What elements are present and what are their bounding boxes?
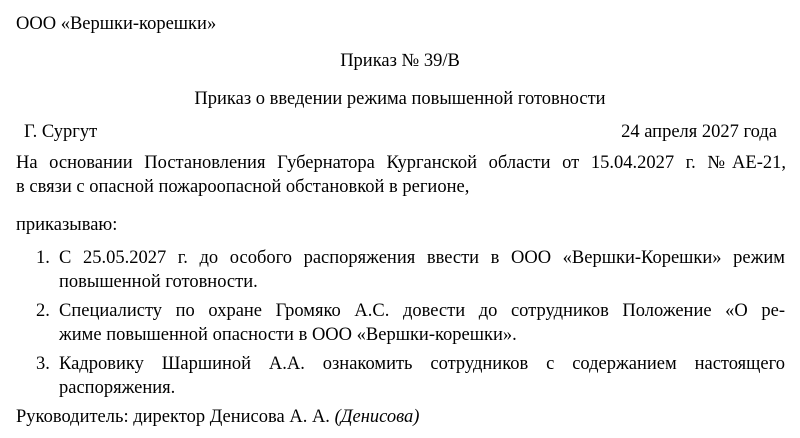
item-number: 1. bbox=[36, 248, 50, 268]
item-text-line-1: С 25.05.2027 г. до особого распоряжения ввести в ООО «Вершки-Корешки» режим bbox=[59, 248, 785, 268]
list-item bbox=[0, 352, 785, 400]
order-word: приказываю: bbox=[16, 215, 118, 235]
item-number: 3. bbox=[36, 354, 50, 374]
signature-label: Руководитель: директор Денисова А. А. bbox=[16, 407, 330, 427]
item-text-line-2: жиме повышенной опасности в ООО «Вершки-корешки». bbox=[59, 325, 517, 345]
city: Г. Сургут bbox=[24, 122, 98, 142]
organization-name: ООО «Вершки-корешки» bbox=[16, 14, 217, 34]
basis-paragraph bbox=[16, 151, 786, 199]
item-text-line-1: Специалисту по охране Громяко А.С. довести до сотрудников Положение «О ре- bbox=[59, 301, 785, 321]
list-item bbox=[0, 246, 785, 294]
basis-line-2: в связи с опасной пожароопасной обстановкой в регионе, bbox=[16, 177, 470, 197]
signature: (Денисова) bbox=[334, 407, 420, 427]
basis-line-1: На основании Постановления Губернатора Курганской области от 15.04.2027 г. №АЕ-21, bbox=[16, 153, 786, 173]
order-date: 24 апреля 2027 года bbox=[621, 122, 777, 142]
order-number: Приказ № 39/В bbox=[340, 51, 460, 71]
item-number: 2. bbox=[36, 301, 50, 321]
order-title: Приказ о введении режима повышенной готовности bbox=[194, 89, 606, 109]
order-items-list bbox=[0, 246, 800, 405]
signature-line bbox=[16, 405, 419, 429]
item-text-line-2: распоряжения. bbox=[59, 378, 176, 398]
item-text-line-1: Кадровику Шаршиной А.А. ознакомить сотрудников с содержанием настоящего bbox=[59, 354, 785, 374]
item-text-line-2: повышенной готовности. bbox=[59, 272, 258, 292]
list-item bbox=[0, 299, 785, 347]
